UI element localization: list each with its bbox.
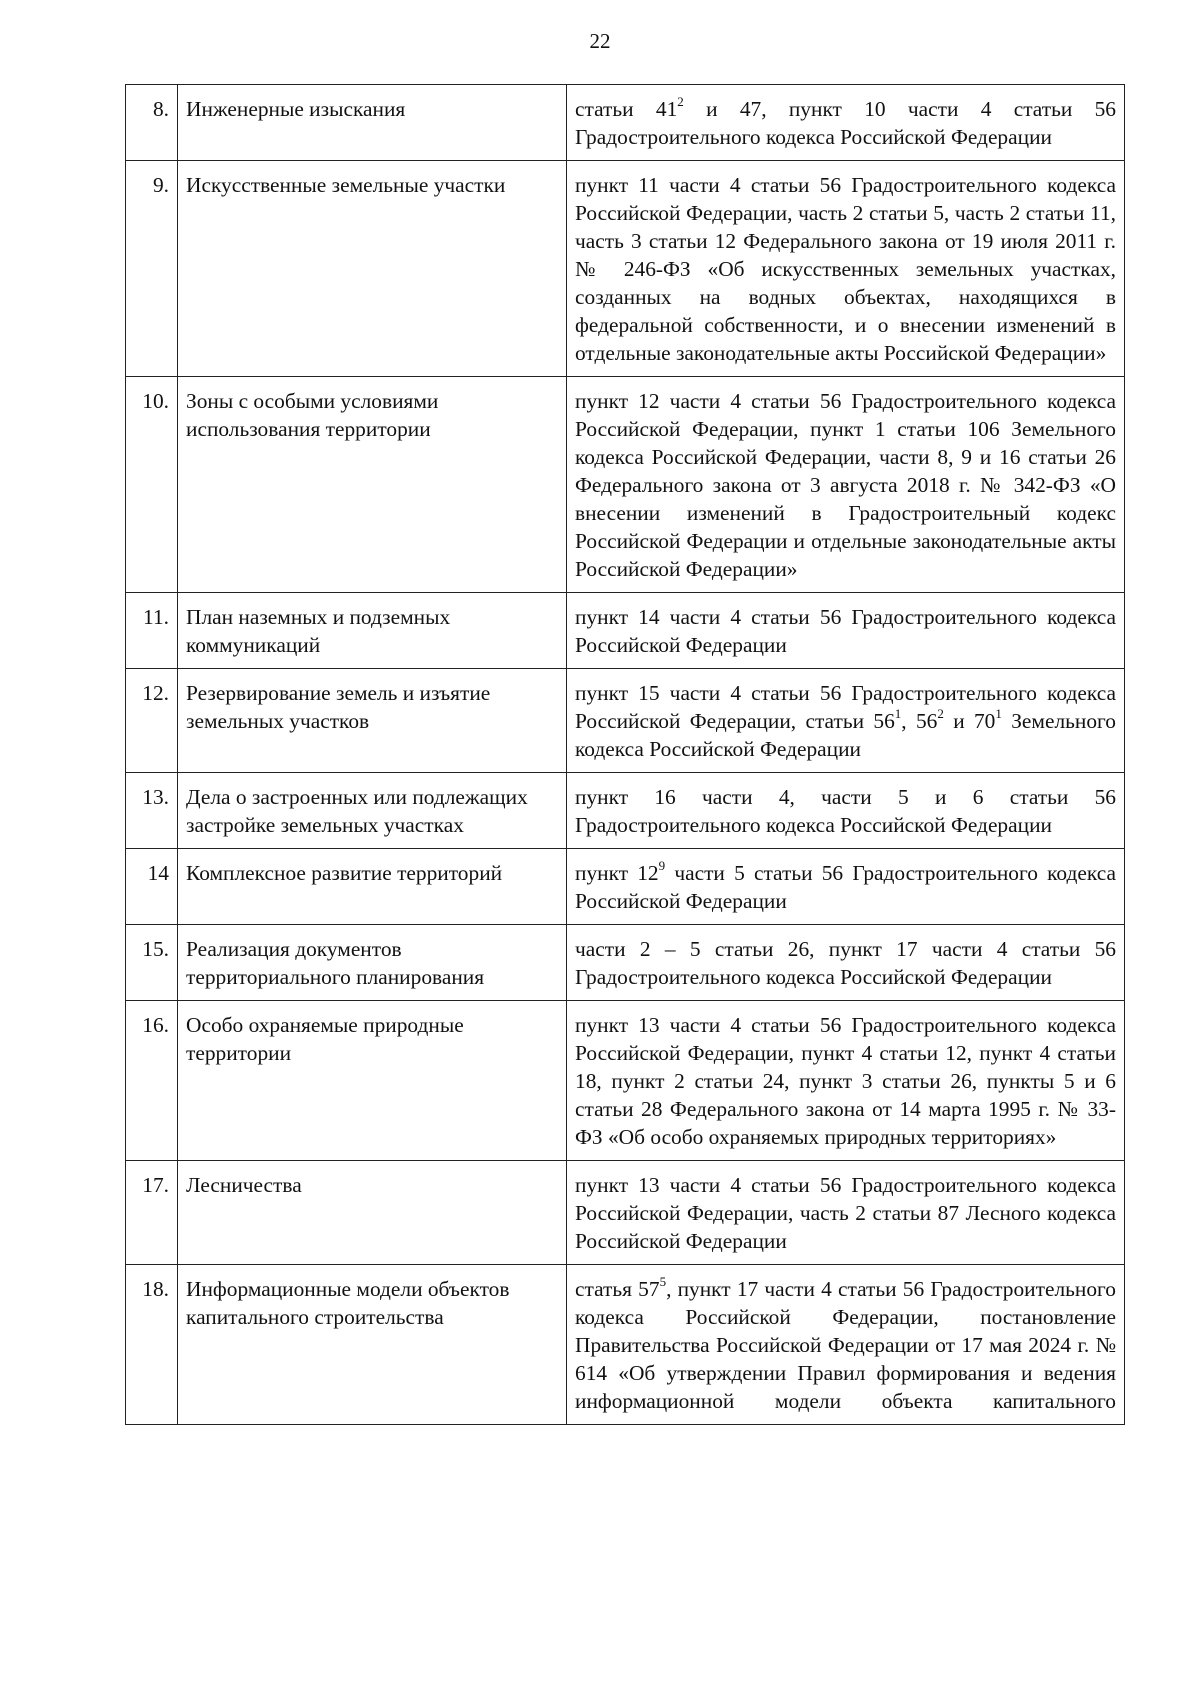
- row-number: 9.: [126, 161, 178, 377]
- row-legal-basis: [567, 669, 1125, 773]
- row-title: Особо охраняемые природные территории: [178, 1001, 567, 1161]
- legal-basis-text: , пункт 17 части 4 статьи 56 Градостроительного кодекса Российской Федерации, постановление Правительства Российской Федерации от 17 мая 2024 г. № 614 «Об утверждении Правил формирования и ведения информационной модели объекта капитального: [575, 1277, 1116, 1413]
- legal-basis-text: пункт 12 части 4 статьи 56 Градостроительного кодекса Российской Федерации, пункт 1 статьи 106 Земельного кодекса Российской Федерации, части 8, 9 и 16 статьи 26 Федерального закона от 3 августа 2018 г. № 342-ФЗ «О внесении изменений в Градостроительный кодекс Российской Федерации и отдельные законодательные акты Российской Федерации»: [575, 389, 1116, 581]
- superscript-index: 9: [658, 857, 666, 873]
- legal-basis-text: части 2 – 5 статьи 26, пункт 17 части 4 статьи 56 Градостроительного кодекса Российской Федерации: [575, 937, 1116, 989]
- row-number: 13.: [126, 773, 178, 849]
- row-legal-basis: [567, 377, 1125, 593]
- legal-basis-text: пункт 13 части 4 статьи 56 Градостроительного кодекса Российской Федерации, пункт 4 статьи 12, пункт 4 статьи 18, пункт 2 статьи 24, пункт 3 статьи 26, пункты 5 и 6 статьи 28 Федерального закона от 14 марта 1995 г. № 33-ФЗ «Об особо охраняемых природных территориях»: [575, 1013, 1116, 1149]
- row-legal-basis: [567, 1161, 1125, 1265]
- legal-basis-text: пункт 11 части 4 статьи 56 Градостроительного кодекса Российской Федерации, часть 2 статьи 5, часть 2 статьи 11, часть 3 статьи 12 Федерального закона от 19 июля 2011 г. № 246-ФЗ «Об искусственных земельных участках, созданных на водных объектах, находящихся в федеральной собственности, и о внесении изменений в отдельные законодательные акты Российской Федерации»: [575, 173, 1116, 365]
- table-row: [126, 1001, 1125, 1161]
- table-row: [126, 669, 1125, 773]
- legal-basis-text: части 5 статьи 56 Градостроительного кодекса Российской Федерации: [575, 861, 1116, 913]
- row-legal-basis: [567, 85, 1125, 161]
- superscript-index: 5: [659, 1273, 667, 1289]
- table-row: [126, 849, 1125, 925]
- page-number: 22: [589, 29, 611, 53]
- row-title: Комплексное развитие территорий: [178, 849, 567, 925]
- row-title: Инженерные изыскания: [178, 85, 567, 161]
- legal-basis-text: и 47, пункт 10 части 4 статьи 56 Градостроительного кодекса Российской Федерации: [575, 97, 1116, 149]
- table-row: [126, 773, 1125, 849]
- row-title: Реализация документов территориального планирования: [178, 925, 567, 1001]
- table-row: [126, 1265, 1125, 1425]
- row-title: Резервирование земель и изъятие земельных участков: [178, 669, 567, 773]
- row-legal-basis: [567, 161, 1125, 377]
- legal-basis-text: пункт 14 части 4 статьи 56 Градостроительного кодекса Российской Федерации: [575, 605, 1116, 657]
- row-title: План наземных и подземных коммуникаций: [178, 593, 567, 669]
- legal-basis-text: и 70: [943, 709, 996, 733]
- table-row: [126, 161, 1125, 377]
- row-title: Дела о застроенных или подлежащих застройке земельных участках: [178, 773, 567, 849]
- legal-basis-table: [125, 84, 1125, 1425]
- superscript-index: 1: [995, 705, 1002, 721]
- table-row: [126, 377, 1125, 593]
- row-number: 17.: [126, 1161, 178, 1265]
- superscript-index: 2: [937, 705, 944, 721]
- row-legal-basis: [567, 593, 1125, 669]
- row-legal-basis: [567, 773, 1125, 849]
- table-row: [126, 85, 1125, 161]
- row-number: 14: [126, 849, 178, 925]
- legal-basis-text: пункт 15 части 4 статьи 56 Градостроительного кодекса Российской Федерации, статьи 56: [575, 681, 1116, 733]
- row-legal-basis: [567, 1265, 1125, 1425]
- table-row: [126, 593, 1125, 669]
- table-body: [126, 85, 1125, 1425]
- table-row: [126, 925, 1125, 1001]
- legal-basis-text: пункт 12: [575, 861, 659, 885]
- row-title: Лесничества: [178, 1161, 567, 1265]
- table-row: [126, 1161, 1125, 1265]
- row-title: Зоны с особыми условиями использования территории: [178, 377, 567, 593]
- legal-basis-text: статья 57: [575, 1277, 660, 1301]
- row-legal-basis: [567, 849, 1125, 925]
- superscript-index: 1: [894, 705, 902, 721]
- row-legal-basis: [567, 925, 1125, 1001]
- row-number: 12.: [126, 669, 178, 773]
- row-number: 15.: [126, 925, 178, 1001]
- row-title: Информационные модели объектов капитального строительства: [178, 1265, 567, 1425]
- legal-basis-text: пункт 16 части 4, части 5 и 6 статьи 56 Градостроительного кодекса Российской Федерации: [575, 785, 1116, 837]
- row-number: 18.: [126, 1265, 178, 1425]
- row-number: 16.: [126, 1001, 178, 1161]
- row-number: 10.: [126, 377, 178, 593]
- superscript-index: 2: [677, 93, 684, 109]
- row-legal-basis: [567, 1001, 1125, 1161]
- row-number: 11.: [126, 593, 178, 669]
- legal-basis-text: Земельного кодекса Российской Федерации: [575, 709, 1116, 761]
- row-title: Искусственные земельные участки: [178, 161, 567, 377]
- legal-basis-text: , 56: [901, 709, 938, 733]
- legal-basis-text: статьи 41: [575, 97, 678, 121]
- row-number: 8.: [126, 85, 178, 161]
- legal-basis-text: пункт 13 части 4 статьи 56 Градостроительного кодекса Российской Федерации, часть 2 статьи 87 Лесного кодекса Российской Федерации: [575, 1173, 1116, 1253]
